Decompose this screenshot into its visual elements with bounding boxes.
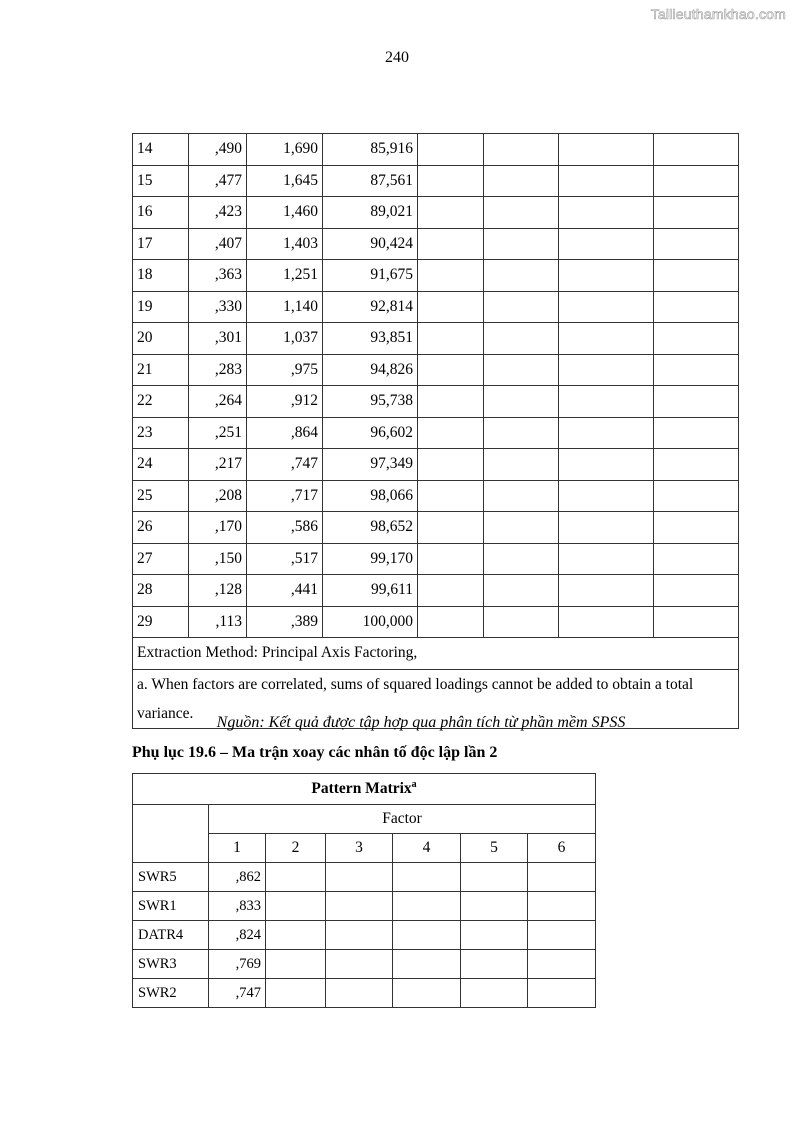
factor-header: Factor: [209, 805, 596, 834]
loading-cell: ,747: [209, 979, 266, 1008]
loading-cell: ,862: [209, 863, 266, 892]
empty-cell: [484, 606, 559, 638]
variance-row: [133, 165, 739, 197]
value-cell: 97,349: [323, 449, 418, 481]
loading-cell: [326, 979, 393, 1008]
value-cell: ,113: [189, 606, 247, 638]
factor-number-header: 2: [266, 834, 326, 863]
empty-cell: [418, 606, 484, 638]
factor-number-cell: 23: [133, 417, 189, 449]
loading-cell: [528, 979, 596, 1008]
loading-cell: [393, 979, 461, 1008]
value-cell: ,975: [247, 354, 323, 386]
value-cell: ,170: [189, 512, 247, 544]
value-cell: 1,645: [247, 165, 323, 197]
factor-number-cell: 17: [133, 228, 189, 260]
variable-label: SWR1: [133, 892, 209, 921]
factor-number-header: 6: [528, 834, 596, 863]
value-cell: 92,814: [323, 291, 418, 323]
value-cell: 94,826: [323, 354, 418, 386]
loading-cell: [528, 892, 596, 921]
factor-number-cell: 29: [133, 606, 189, 638]
variance-row: [133, 417, 739, 449]
factor-number-cell: 22: [133, 386, 189, 418]
value-cell: 96,602: [323, 417, 418, 449]
loading-cell: [461, 892, 528, 921]
variance-row: [133, 543, 739, 575]
empty-cell: [484, 197, 559, 229]
loading-cell: [266, 979, 326, 1008]
factor-number-cell: 16: [133, 197, 189, 229]
variance-row: [133, 480, 739, 512]
empty-cell: [418, 291, 484, 323]
loading-cell: ,833: [209, 892, 266, 921]
loading-cell: [461, 863, 528, 892]
loading-cell: [326, 863, 393, 892]
factor-number-header: 5: [461, 834, 528, 863]
factor-number-cell: 25: [133, 480, 189, 512]
value-cell: ,517: [247, 543, 323, 575]
empty-cell: [559, 543, 654, 575]
value-cell: ,490: [189, 134, 247, 166]
empty-cell: [559, 354, 654, 386]
appendix-heading: Phụ lục 19.6 – Ma trận xoay các nhân tố độc lập lần 2: [132, 744, 498, 761]
factor-number-header: 3: [326, 834, 393, 863]
loading-cell: [393, 950, 461, 979]
empty-cell: [559, 480, 654, 512]
empty-cell: [484, 417, 559, 449]
value-cell: 1,037: [247, 323, 323, 355]
variance-row: [133, 606, 739, 638]
value-cell: 89,021: [323, 197, 418, 229]
value-cell: 1,251: [247, 260, 323, 292]
value-cell: ,363: [189, 260, 247, 292]
empty-cell: [418, 386, 484, 418]
value-cell: 98,652: [323, 512, 418, 544]
value-cell: 87,561: [323, 165, 418, 197]
empty-cell: [418, 543, 484, 575]
empty-cell: [484, 323, 559, 355]
empty-cell: [559, 606, 654, 638]
variable-label: SWR2: [133, 979, 209, 1008]
loading-cell: [326, 892, 393, 921]
value-cell: ,128: [189, 575, 247, 607]
value-cell: ,407: [189, 228, 247, 260]
factor-number-header: 1: [209, 834, 266, 863]
source-note: Nguồn: Kết quả được tập hợp qua phân tích từ phần mềm SPSS: [216, 714, 626, 731]
loading-cell: [393, 863, 461, 892]
pattern-row: [133, 892, 596, 921]
empty-cell: [484, 165, 559, 197]
value-cell: ,251: [189, 417, 247, 449]
value-cell: 99,611: [323, 575, 418, 607]
loading-cell: [266, 863, 326, 892]
variable-label: SWR3: [133, 950, 209, 979]
variance-row: [133, 197, 739, 229]
empty-cell: [559, 575, 654, 607]
empty-cell: [559, 417, 654, 449]
value-cell: 95,738: [323, 386, 418, 418]
loading-cell: [528, 921, 596, 950]
empty-cell: [654, 354, 739, 386]
pattern-title-row: [133, 774, 596, 805]
loading-cell: [266, 892, 326, 921]
loading-cell: [461, 950, 528, 979]
empty-cell: [654, 449, 739, 481]
empty-cell: [418, 228, 484, 260]
loading-cell: [393, 892, 461, 921]
empty-cell: [418, 417, 484, 449]
variance-row: [133, 354, 739, 386]
empty-cell: [418, 197, 484, 229]
empty-cell: [484, 480, 559, 512]
value-cell: ,864: [247, 417, 323, 449]
empty-cell: [559, 291, 654, 323]
value-cell: ,208: [189, 480, 247, 512]
empty-cell: [418, 480, 484, 512]
empty-cell: [559, 386, 654, 418]
factor-number-cell: 28: [133, 575, 189, 607]
empty-cell: [484, 134, 559, 166]
value-cell: 100,000: [323, 606, 418, 638]
empty-cell: [418, 354, 484, 386]
variance-row: [133, 512, 739, 544]
pattern-matrix-title-sup: a: [411, 779, 417, 791]
loading-cell: [461, 979, 528, 1008]
value-cell: ,586: [247, 512, 323, 544]
value-cell: 85,916: [323, 134, 418, 166]
loading-cell: [528, 863, 596, 892]
value-cell: ,330: [189, 291, 247, 323]
factor-number-cell: 19: [133, 291, 189, 323]
pattern-matrix-title: [133, 774, 596, 805]
value-cell: 91,675: [323, 260, 418, 292]
factor-number-cell: 24: [133, 449, 189, 481]
corner-cell: [133, 805, 209, 863]
extraction-note-row: [133, 638, 739, 670]
loading-cell: ,824: [209, 921, 266, 950]
variance-row: [133, 228, 739, 260]
loading-cell: [528, 950, 596, 979]
variance-table: [132, 133, 739, 729]
variance-row: [133, 291, 739, 323]
factor-number-cell: 26: [133, 512, 189, 544]
loading-cell: [393, 921, 461, 950]
empty-cell: [418, 134, 484, 166]
value-cell: 93,851: [323, 323, 418, 355]
loading-cell: [266, 921, 326, 950]
factor-number-header: 4: [393, 834, 461, 863]
watermark: Tailieuthamkhao.com: [650, 6, 786, 22]
value-cell: 98,066: [323, 480, 418, 512]
table-footnote: a. When factors are correlated, sums of squared loadings cannot be added to obtain a total variance.: [133, 669, 739, 728]
variable-label: DATR4: [133, 921, 209, 950]
empty-cell: [418, 449, 484, 481]
factor-number-cell: 20: [133, 323, 189, 355]
value-cell: 1,140: [247, 291, 323, 323]
loading-cell: [326, 950, 393, 979]
variance-row: [133, 323, 739, 355]
factor-number-cell: 21: [133, 354, 189, 386]
empty-cell: [654, 386, 739, 418]
empty-cell: [418, 260, 484, 292]
extraction-note: Extraction Method: Principal Axis Factoring,: [133, 638, 739, 670]
empty-cell: [484, 543, 559, 575]
value-cell: ,301: [189, 323, 247, 355]
value-cell: 1,690: [247, 134, 323, 166]
value-cell: ,912: [247, 386, 323, 418]
empty-cell: [484, 260, 559, 292]
empty-cell: [654, 291, 739, 323]
empty-cell: [484, 449, 559, 481]
empty-cell: [559, 449, 654, 481]
empty-cell: [654, 543, 739, 575]
empty-cell: [559, 134, 654, 166]
loading-cell: ,769: [209, 950, 266, 979]
loading-cell: [461, 921, 528, 950]
value-cell: ,477: [189, 165, 247, 197]
value-cell: 90,424: [323, 228, 418, 260]
empty-cell: [484, 512, 559, 544]
variance-row: [133, 260, 739, 292]
empty-cell: [654, 512, 739, 544]
variance-row: [133, 386, 739, 418]
empty-cell: [654, 228, 739, 260]
empty-cell: [484, 354, 559, 386]
page-number: 240: [385, 49, 409, 66]
pattern-matrix-title-text: Pattern Matrix: [311, 780, 412, 798]
value-cell: ,150: [189, 543, 247, 575]
value-cell: ,264: [189, 386, 247, 418]
value-cell: ,717: [247, 480, 323, 512]
variance-row: [133, 575, 739, 607]
empty-cell: [484, 228, 559, 260]
empty-cell: [484, 291, 559, 323]
empty-cell: [654, 606, 739, 638]
factor-number-cell: 14: [133, 134, 189, 166]
empty-cell: [654, 134, 739, 166]
value-cell: ,441: [247, 575, 323, 607]
factor-number-cell: 18: [133, 260, 189, 292]
value-cell: ,217: [189, 449, 247, 481]
empty-cell: [654, 575, 739, 607]
value-cell: 1,460: [247, 197, 323, 229]
empty-cell: [559, 197, 654, 229]
empty-cell: [654, 165, 739, 197]
empty-cell: [418, 165, 484, 197]
factor-header-row: [133, 805, 596, 834]
empty-cell: [559, 323, 654, 355]
empty-cell: [559, 228, 654, 260]
factor-number-cell: 27: [133, 543, 189, 575]
empty-cell: [654, 260, 739, 292]
empty-cell: [418, 575, 484, 607]
empty-cell: [484, 386, 559, 418]
pattern-matrix-table: [132, 773, 596, 1008]
empty-cell: [654, 417, 739, 449]
empty-cell: [654, 480, 739, 512]
empty-cell: [654, 323, 739, 355]
loading-cell: [266, 950, 326, 979]
value-cell: ,389: [247, 606, 323, 638]
value-cell: ,423: [189, 197, 247, 229]
loading-cell: [326, 921, 393, 950]
empty-cell: [418, 323, 484, 355]
pattern-row: [133, 863, 596, 892]
empty-cell: [418, 512, 484, 544]
value-cell: 1,403: [247, 228, 323, 260]
value-cell: 99,170: [323, 543, 418, 575]
empty-cell: [559, 512, 654, 544]
empty-cell: [484, 575, 559, 607]
empty-cell: [559, 260, 654, 292]
value-cell: ,283: [189, 354, 247, 386]
pattern-row: [133, 950, 596, 979]
value-cell: ,747: [247, 449, 323, 481]
empty-cell: [654, 197, 739, 229]
variance-row: [133, 449, 739, 481]
variable-label: SWR5: [133, 863, 209, 892]
variance-row: [133, 134, 739, 166]
empty-cell: [559, 165, 654, 197]
factor-number-cell: 15: [133, 165, 189, 197]
pattern-row: [133, 921, 596, 950]
pattern-row: [133, 979, 596, 1008]
